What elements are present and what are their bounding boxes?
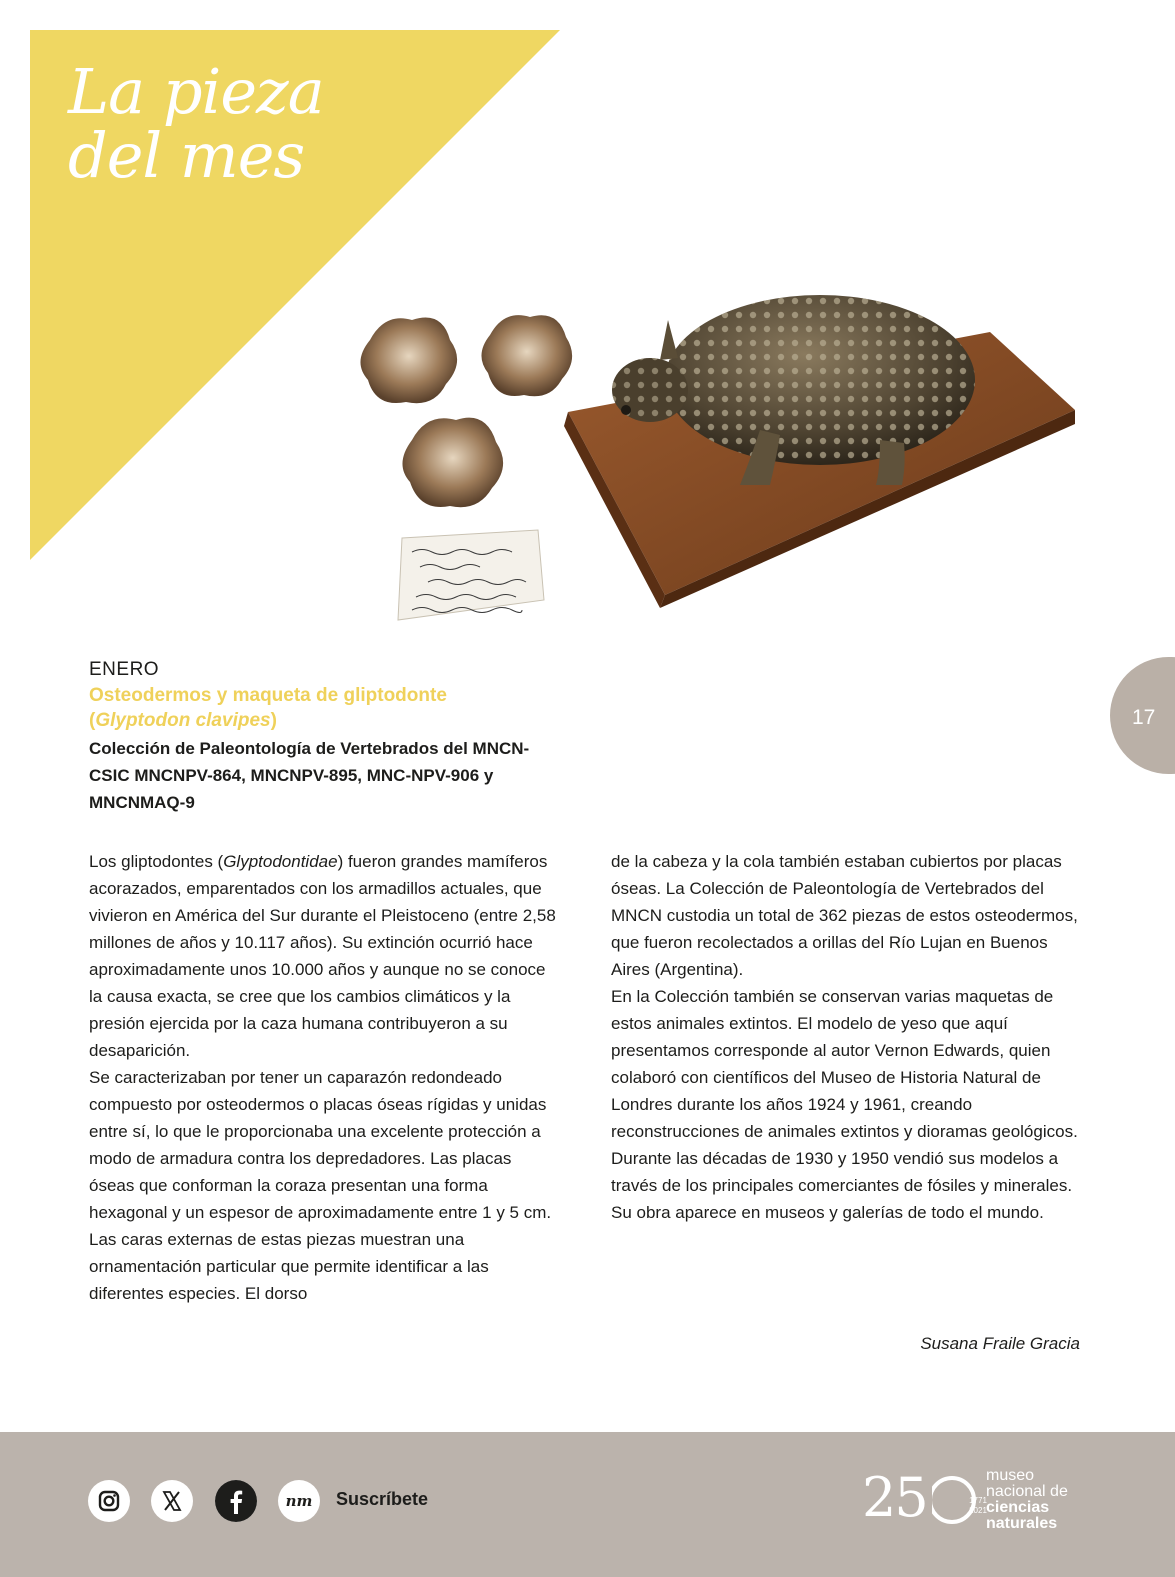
author-signature: Susana Fraile Gracia: [920, 1334, 1080, 1353]
section-title: La pieza del mes: [68, 55, 324, 192]
glyptodont-photo: [340, 280, 1090, 630]
paragraph: Se caracterizaban por tener un caparazón redondeado compuesto por osteodermos o placas óseas rígidas y unidas entre sí, lo que le proporcionaba una excelente protección a modo de armadura contra los depredadores. Las placas óseas que conforman la coraza presentan una forma hexagonal y un espesor de aproximadamente entre 1 y 5 cm. Las caras externas de estas piezas muestran una ornamentación particular que permite identificar a las diferentes especies. El dorso: [89, 1068, 552, 1303]
subscribe-link[interactable]: Suscríbete: [336, 1489, 429, 1509]
x-icon[interactable]: [151, 1480, 193, 1522]
collection-reference: Colección de Paleontología de Vertebrados del MNCN-CSIC MNCNPV-864, MNCNPV-895, MNC-NPV-906 y MNCNMAQ-9: [89, 739, 530, 812]
osteoderm-2: [481, 315, 572, 396]
logo-anniversary-number: 25: [862, 1466, 927, 1529]
specimen-label: [398, 530, 544, 620]
logo-year-start: 1771: [969, 1496, 987, 1505]
logo-text: museo nacional de ciencias naturales: [986, 1467, 1068, 1532]
body-column-left: [89, 848, 557, 1307]
osteoderm-1: [360, 318, 457, 404]
osteoderm-3: [402, 418, 503, 508]
month-label: ENERO: [89, 659, 160, 680]
piece-title: Osteodermos y maqueta de gliptodonte (Glyptodon clavipes): [89, 685, 447, 731]
paragraph: Los gliptodontes (Glyptodontidae) fueron grandes mamíferos acorazados, emparentados con los armadillos actuales, que vivieron en América del Sur durante el Pleistoceno (entre 2,58 millones de años y 10.117 años). Su extinción ocurrió hace aproximadamente unos 10.000 años y aunque no se conoce la causa exacta, se cree que los cambios climáticos y la presión ejercida por la caza humana contribuyeron a su desaparición.: [89, 852, 556, 1060]
facebook-icon[interactable]: [215, 1480, 257, 1522]
page-number: 17: [1132, 706, 1156, 729]
instagram-icon[interactable]: [88, 1480, 130, 1522]
article-header: [89, 657, 559, 816]
paragraph: de la cabeza y la cola también estaban cubiertos por placas óseas. La Colección de Paleontología de Vertebrados del MNCN custodia un total de 362 piezas de estos osteodermos, que fueron recolectados a orillas del Río Lujan en Buenos Aires (Argentina).: [611, 852, 1078, 979]
species-name: Glyptodon clavipes: [95, 710, 271, 731]
footer: [0, 1432, 1175, 1577]
paragraph: En la Colección también se conservan varias maquetas de estos animales extintos. El modelo de yeso que aquí presentamos corresponde al autor Vernon Edwards, quien colaboró con científicos del Museo de Historia Natural de Londres durante los años 1924 y 1961, creando reconstrucciones de animales extintos y dioramas geológicos. Durante las décadas de 1930 y 1950 vendió sus modelos a través de los principales comerciantes de fósiles y minerales. Su obra aparece en museos y galerías de todo el mundo.: [611, 987, 1078, 1222]
mncn-icon-mark: nm: [285, 1492, 313, 1510]
mncn-icon[interactable]: [278, 1480, 320, 1522]
logo-ring: [932, 1476, 992, 1536]
body-column-right: [611, 848, 1079, 1226]
logo-year-end: 2021: [969, 1506, 987, 1515]
mncn-logo: [862, 1462, 1102, 1552]
